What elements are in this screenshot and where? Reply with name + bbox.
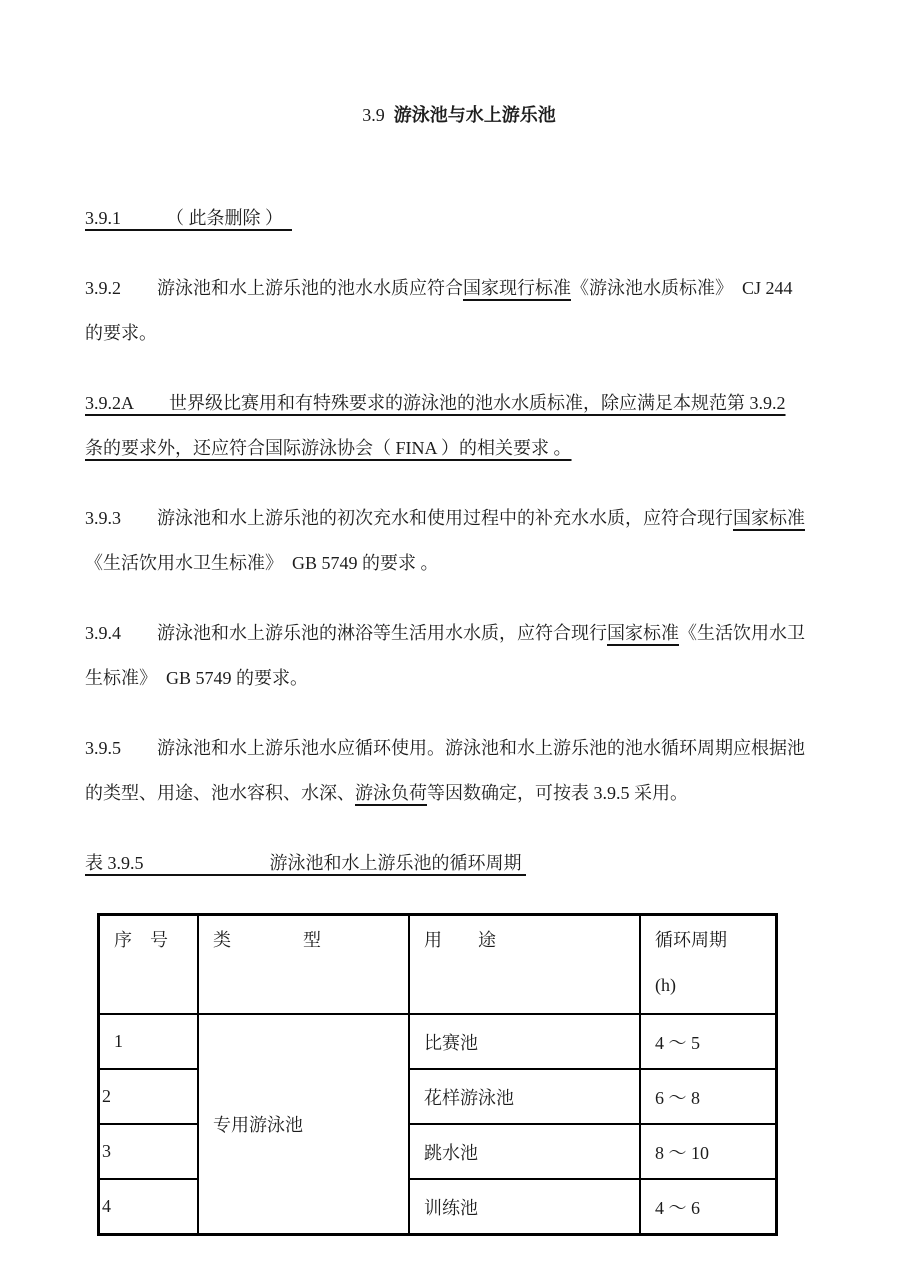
clause-3-9-3-line <box>85 541 815 586</box>
header-col-cycle-period <box>640 915 777 1015</box>
clause-3-9-5 <box>85 726 815 816</box>
text-segment: 3.9.5 游泳池和水上游乐池水应循环使用。游泳池和水上游乐池的池水循环周期应根据池 <box>85 738 805 758</box>
header-line: (h) <box>655 975 676 995</box>
clause-3-9-2A-line <box>85 381 815 426</box>
text-segment: 《游泳池水质标准》 CJ 244 <box>571 278 793 298</box>
header-line: 序 号 <box>114 930 168 950</box>
clause-3-9-2-line <box>85 266 815 311</box>
text-segment: 《生活饮用水卫 <box>679 623 805 643</box>
underlined-text: 国家标准 <box>733 508 805 528</box>
header-col-type <box>198 915 409 1015</box>
clause-3-9-1-line <box>85 196 815 241</box>
table-body <box>99 1014 777 1235</box>
text-segment: 3.9.3 游泳池和水上游乐池的初次充水和使用过程中的补充水水质，应符合现行 <box>85 508 733 528</box>
clause-3-9-4-line <box>85 656 815 701</box>
clause-3-9-2-line <box>85 311 815 356</box>
cycle-period-table <box>97 913 778 1236</box>
clause-3-9-4 <box>85 611 815 701</box>
header-line: 类 型 <box>213 930 321 950</box>
underlined-text: 游泳负荷 <box>355 783 427 803</box>
clause-3-9-3 <box>85 496 815 586</box>
clause-3-9-5-line <box>85 726 815 771</box>
cell-type-group: 专用游泳池 <box>198 1014 409 1235</box>
cell-use: 训练池 <box>409 1179 640 1235</box>
cell-use: 比赛池 <box>409 1014 640 1069</box>
table-caption <box>85 841 815 886</box>
underlined-text: 国家现行标准 <box>463 278 571 298</box>
text-segment: 的要求。 <box>85 323 157 343</box>
text-segment: 3.9.4 游泳池和水上游乐池的淋浴等生活用水水质，应符合现行 <box>85 623 607 643</box>
underlined-text: 3.9.1 （ 此条删除 ） <box>85 208 292 228</box>
cell-serial: 1 <box>99 1014 199 1069</box>
table-row <box>99 1014 777 1069</box>
text-segment: 生标准》 GB 5749 的要求。 <box>85 668 309 688</box>
cell-serial: 2 <box>99 1069 199 1124</box>
paragraphs <box>85 196 815 886</box>
text-segment: 3.9.2 游泳池和水上游乐池的池水水质应符合 <box>85 278 463 298</box>
cell-period: 4 ～ 5 <box>640 1014 777 1069</box>
underlined-text: 3.9.2A 世界级比赛用和有特殊要求的游泳池的池水水质标准，除应满足本规范第 3.9.2 <box>85 393 786 413</box>
section-title <box>85 76 815 154</box>
underlined-text: 条的要求外，还应符合国际游泳协会（ FINA ）的相关要求 。 <box>85 438 572 458</box>
cell-serial: 3 <box>99 1124 199 1179</box>
header-line: 用 途 <box>424 930 496 950</box>
cell-use: 花样游泳池 <box>409 1069 640 1124</box>
underlined-text: 国家标准 <box>607 623 679 643</box>
table-header <box>99 915 777 1015</box>
underlined-text: 表 3.9.5 游泳池和水上游乐池的循环周期 <box>85 853 526 873</box>
text-segment: 等因数确定，可按表 3.9.5 采用。 <box>427 783 688 803</box>
clause-3-9-2 <box>85 266 815 356</box>
cell-period: 6 ～ 8 <box>640 1069 777 1124</box>
clause-3-9-2A <box>85 381 815 471</box>
cell-period: 8 ～ 10 <box>640 1124 777 1179</box>
header-col-use <box>409 915 640 1015</box>
section-title-text: 游泳池与水上游乐池 <box>393 105 556 125</box>
clause-3-9-2A-line <box>85 426 815 471</box>
table-caption-line <box>85 841 815 886</box>
cell-serial: 4 <box>99 1179 199 1235</box>
cell-period: 4 ～ 6 <box>640 1179 777 1235</box>
clause-3-9-3-line <box>85 496 815 541</box>
header-col-serial <box>99 915 199 1015</box>
text-segment: 的类型、用途、池水容积、水深、 <box>85 783 355 803</box>
clause-3-9-1 <box>85 196 815 241</box>
header-line: 循环周期 <box>655 930 727 950</box>
cell-use: 跳水池 <box>409 1124 640 1179</box>
clause-3-9-5-line <box>85 771 815 816</box>
clause-3-9-4-line <box>85 611 815 656</box>
text-segment: 《生活饮用水卫生标准》 GB 5749 的要求 。 <box>85 553 439 573</box>
section-number: 3.9 <box>362 105 385 125</box>
